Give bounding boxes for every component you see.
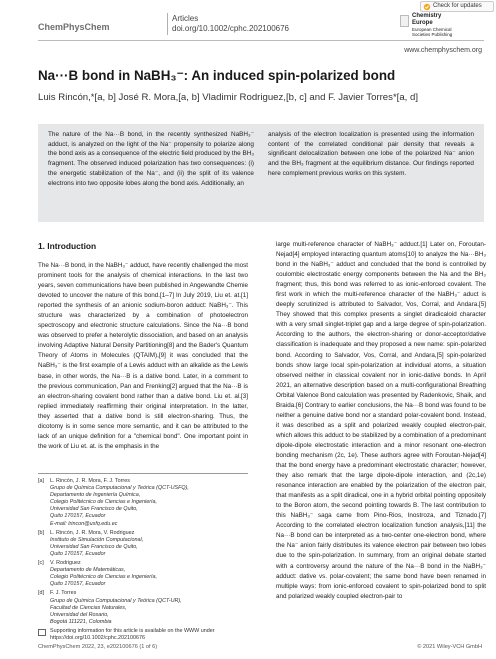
supporting-info (38, 628, 248, 642)
page-footer-copyright: © 2021 Wiley-VCH GmbH (417, 644, 482, 650)
body-column-left (38, 261, 248, 452)
footnote-rule (38, 473, 248, 474)
affiliations (38, 478, 248, 642)
email-link[interactable]: E-mail: lrincon@usfq.edu.ec (50, 520, 118, 527)
publisher-line: European Chemical (412, 27, 452, 32)
section-label: Articles (172, 14, 199, 23)
refresh-icon (423, 3, 431, 11)
article-title: Na···B bond in NaBH₃⁻: An induced spin-polarized bond (38, 68, 396, 83)
header-divider (167, 13, 168, 35)
header-rule (38, 40, 484, 41)
affiliation-c: [c] V. Rodriguez Departamento de Matemáticas, Colegio Politécnico de Ciencias e Ingeniería, Quito 170157, Ecuador (38, 560, 157, 588)
body-paragraph: large multi-reference character of NaBH₃⁻ adduct.[1] Later on, Foroutan-Nejad[4] employed interacting quantum atoms[10] to analyze the Na···BH₃ bond in the NaBH₃⁻ adduct and concluded that the bond is controlled by coulombic electrostatic energy components between the Na and the BH₃ fragment; thus, this bond was referred to as ionic-enforced covalent. The first work in which the multi-reference character of the NaBH₃⁻ aduct is deeply scrutinized is attributed to Salvador, Vos, Corral, and Andara.[5] They showed that this complex presents a singlet diradicaloid character with a very small singlet-triplet gap and a large degree of spin-polarization. According to the authors, the electron-sharing or donor-acceptor/dative classification is inadequate and they proposed a new name: spin-polarized bond. According to Salvador, Vos, Corral, and Andara,[5] spin-polarized bonds show large local spin-polarization at individual atoms, a situation observed neither in classical covalent nor in ionic-dative bonds. In April 2021, an alternative description based on a multi-configurational Breathing Orbital Valence Bond calculation was presented by Radenkovic, Shaik, and Braida.[6] Contrary to earlier conclusions, the Na···B bond was found to be neither a genuine dative bond nor a standard polar-covalent bond. Instead, it was described as a split and polarized weakly coupled electron-pair, which allows this adduct to be stabilized by a combination of a predominant dipole-dipole electrostatic interaction and a minor resonant one-electron bonding mechanism (2c, 1e). These authors agree with Foroutan-Nejad[4] that the bond energy have a predominant electrostatic character; however, they also remark that the large dipole-dipole interaction, and (2c,1e) resonance interaction are enabled by the polarization of the electron pair, that manifests as a split diradical, one in a hybrid orbital pointing oppositely to the Boron atom, the second pointing towards B. The last contribution to this NaBH₃⁻ saga came from Pino-Rios, Inostroza, and Tiznado.[7] According to the correlated electron localization function analysis,[11] the Na···B bond can be interpreted as a two-center one-electron bond, where the Na⁻ anion fairly distributes its valence electron pair between two lobes due to the spin-polarization. In summary, from an original debate started with a controversy around the nature of the Na···B bond in the NaBH₃⁻ adduct: dative vs. polar-covalent; the same bond have been renamed in multiple ways: from ionic-enforced covalent to spin-polarized bond to split and polarized weakly coupled electron-pair to (276, 241, 486, 600)
abstract-left: The nature of the Na···B bond, in the recently synthesized NaBH₃⁻ adduct, is analyzed on the light of the Na⁻ propensity to polarize along the bond axis as a consequence of the electric field produced by the BH₃ fragment. The observed induced polarization has two consequences: (i) the energetic stabilization of the Na⁻, and (ii) the split of its valence electrons into two opposite lobes along the bond axis. Additionally, an (48, 131, 254, 187)
affiliation-d: [d] F. J. Torres Grupo de Química Computacional y Teórica (QCT-UR), Facultad de Ciencias Naturales, Universidad del Rosario, Bogotá 111221, Colombia (38, 590, 182, 625)
section-heading: 1. Introduction (38, 241, 97, 251)
supporting-info-link[interactable]: Supporting information for this article is available on the WWW under https://doi.org/10.1002/cphc.202100676 (50, 627, 215, 641)
body-column-right (276, 240, 486, 602)
publisher-line: Chemistry (412, 13, 442, 19)
abstract-box (38, 124, 484, 222)
doi-link[interactable]: doi.org/10.1002/cphc.202100676 (172, 24, 289, 33)
publisher-logo (400, 13, 480, 39)
website-link[interactable]: www.chemphyschem.org (404, 47, 482, 54)
publisher-logo-icon (400, 15, 409, 27)
abstract-right: analysis of the electron localization is presented using the information content of the correlated conditional pair density that reveals a significant delocalization between one lobe of the polarized Na⁻ anion and the BH₃ fragment at the equilibrium distance. Our findings reported here complement previous works on this system. (268, 131, 474, 177)
affiliation-a: [a] L. Rincón, J. R. Mora, F. J. Torres Grupo de Química Computacional y Teórica (QCT-USFQ), Departamento de Ingeniería Química, Colegio Politécnico de Ciencias e Ingeniería, Universidad San Francisco de Quito, Quito 170157, Ecuador E-mail: lrincon@usfq.edu.ec (38, 478, 248, 528)
publisher-line: Societies Publishing (412, 32, 453, 37)
page-footer-citation: ChemPhysChem 2022, 23, e202100676 (1 of 6) (38, 644, 158, 650)
body-paragraph: The Na···B bond, in the NaBH₃⁻ adduct, have recently challenged the most prominent tools for the analysis of chemical interactions. In the last two years, seven communications have been published in Angewandte Chemie devoted to uncover the nature of this bond.[1–7] In July 2019, Liu et. at.[1] reported the synthesis of an anionic sodium-boron adduct: NaBH₃⁻. This structure was characterized by a combination of photoelectron spectroscopy and electronic structure calculations. Since the Na···B bond was observed to prefer a heterolytic dissociation, and based on an analysis involving Adaptive Natural Density Partitioning[8] and the Bader's Quantum Theory of Atoms in Molecules (QTAIM),[9] it was concluded that the NaBH₃⁻ is the first example of a Lewis adduct with an alkalide as the Lewis base, in other words, the Na···B is a dative bond. Later, in a comment to the previous communication, Pan and Frenking[2] argued that the Na···B is an electron-sharing covalent bond rather than a dative bond. Liu et. al.[3] replied immediately reaffirming their original interpretation. In the latter, they asserted that a dative bond is still electron-sharing. Thus, the dicotomy is in some sence more semantic, and it can be attributed to the lack of an unique definition for a "chemical bond". One important point in the work of Liu et. at. is the emphasis in the (38, 262, 248, 450)
document-icon (38, 629, 46, 636)
page-header (0, 0, 496, 48)
publisher-line: Europe (412, 20, 433, 26)
author-list: Luis Rincón,*[a, b] José R. Mora,[a, b] Vladimir Rodriguez,[b, c] and F. Javier Torres*[a, d] (38, 92, 419, 103)
journal-name: ChemPhysChem (38, 22, 110, 32)
affiliation-b: [b] L. Rincón, J. R. Mora, V. Rodriguez Instituto de Simulación Computacional, Universidad San Francisco de Quito, Quito 170157, Ecuador (38, 529, 144, 557)
check-updates-label: Check for updates (433, 3, 482, 9)
check-updates-button[interactable] (420, 1, 494, 12)
